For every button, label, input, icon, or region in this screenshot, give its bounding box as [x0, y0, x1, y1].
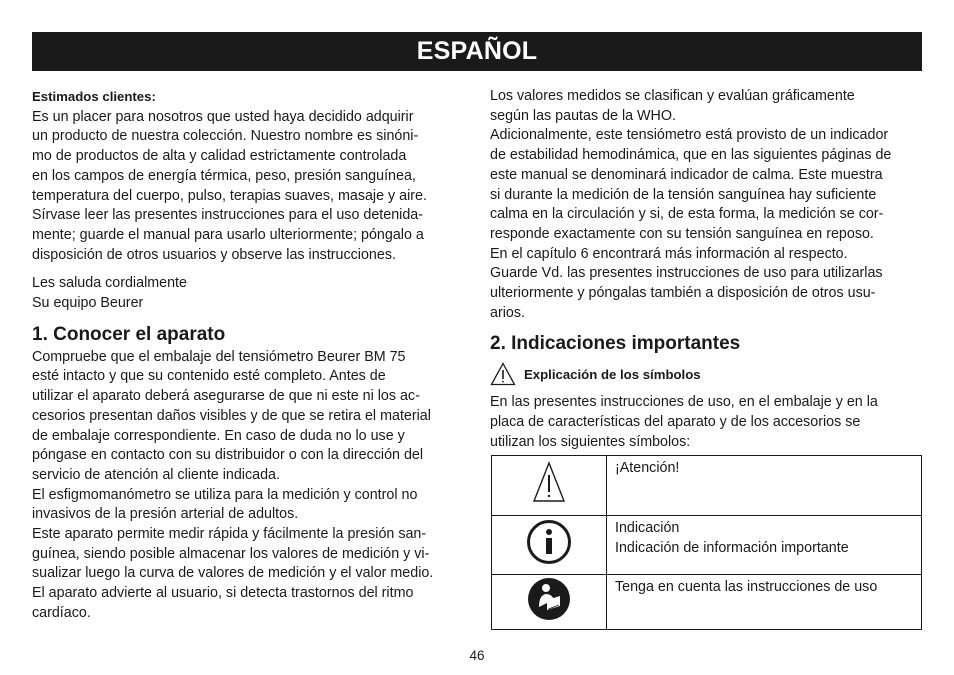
text-line: esté intacto y que su contenido esté completo. Antes de	[32, 368, 386, 385]
text-line: de embalaje correspondiente. En caso de duda no lo use y	[32, 427, 405, 444]
language-header	[32, 32, 922, 71]
read-instructions-icon	[527, 577, 571, 621]
symbols-subheading	[490, 362, 922, 386]
left-column	[32, 87, 462, 624]
text-line: disposición de otros usuarios y observe las instrucciones.	[32, 246, 396, 263]
text-line: En las presentes instrucciones de uso, en el embalaje y en la	[490, 394, 878, 411]
info-icon	[526, 519, 572, 565]
text-line: según las pautas de la WHO.	[490, 107, 676, 124]
text-line: placa de características del aparato y de los accesorios se	[490, 414, 861, 431]
page-number: 46	[469, 648, 485, 663]
text-line: calma en la circulación y si, de esta forma, la medición se cor-	[490, 206, 884, 223]
intro-paragraph	[32, 108, 462, 266]
text-line: de estabilidad hemodinámica, que en las siguientes páginas de	[490, 147, 892, 164]
symbols-intro	[490, 393, 922, 452]
table-row	[492, 575, 922, 630]
text-line: Sírvase leer las presentes instrucciones para el uso detenida-	[32, 207, 423, 224]
symbol-description: Tenga en cuenta las instrucciones de uso	[615, 579, 878, 595]
text-line: póngase en contacto con su distribuidor o con la dirección del	[32, 447, 424, 464]
warning-triangle-icon	[490, 362, 516, 386]
text-line: Adicionalmente, este tensiómetro está provisto de un indicador	[490, 127, 889, 144]
right-column	[490, 87, 922, 453]
text-line: Este aparato permite medir rápida y fácilmente la presión san-	[32, 526, 427, 543]
text-line: cesorios presentan daños visibles y de que se retira el material	[32, 407, 431, 424]
text-line: mo de productos de alta y calidad estrictamente controlada	[32, 148, 407, 165]
text-line: temperatura del cuerpo, pulso, terapias suaves, masaje y aire.	[32, 187, 427, 204]
text-line: El aparato advierte al usuario, si detecta trastornos del ritmo	[32, 585, 414, 602]
section-2-heading: 2. Indicaciones importantes	[490, 333, 741, 355]
text-line: cardíaco.	[32, 604, 91, 621]
text-line: mente; guarde el manual para usarlo ulteriormente; póngalo a	[32, 226, 424, 243]
section-1-body	[32, 348, 462, 624]
text-cell	[607, 456, 922, 516]
text-line: responde exactamente con su tensión sanguínea en reposo.	[490, 225, 874, 242]
table-row	[492, 516, 922, 575]
text-cell	[607, 516, 922, 575]
icon-cell	[492, 575, 607, 630]
symbols-table	[491, 455, 922, 630]
symbol-description: Indicación de información importante	[615, 539, 849, 556]
text-cell	[607, 575, 922, 630]
text-line: Los valores medidos se clasifican y evalúan gráficamente	[490, 88, 855, 104]
text-line: sualizar luego la curva de valores de medición y el valor medio.	[32, 565, 434, 582]
text-line: este manual se denominará indicador de calma. Este muestra	[490, 166, 883, 183]
icon-cell	[492, 516, 607, 575]
text-line: Guarde Vd. las presentes instrucciones de uso para utilizarlas	[490, 265, 883, 282]
symbol-description: Indicación	[615, 520, 680, 536]
warning-triangle-icon	[532, 461, 566, 503]
text-line: arios.	[490, 304, 525, 321]
text-line: Les saluda cordialmente	[32, 275, 187, 292]
text-line: En el capítulo 6 encontrará más información al respecto.	[490, 245, 848, 262]
text-line: si durante la medición de la tensión sanguínea hay suficiente	[490, 186, 877, 203]
section-1-heading: 1. Conocer el aparato	[32, 323, 226, 345]
language-title: ESPAÑOL	[416, 37, 538, 65]
symbols-subtitle: Explicación de los símbolos	[524, 366, 701, 382]
text-line: un producto de nuestra colección. Nuestro nombre es sinóni-	[32, 128, 419, 145]
text-line: invasivos de la presión arterial de adultos.	[32, 506, 299, 523]
symbol-description: ¡Atención!	[615, 460, 680, 476]
who-paragraph	[490, 87, 922, 323]
text-line: utilizan los siguientes símbolos:	[490, 433, 691, 450]
text-line: ulteriormente y póngalas también a disposición de otros usu-	[490, 285, 876, 302]
closing	[32, 274, 462, 313]
text-line: guínea, siendo posible almacenar los valores de medición y vi-	[32, 545, 430, 562]
text-line: servicio de atención al cliente indicada.	[32, 466, 280, 483]
text-line: El esfigmomanómetro se utiliza para la medición y control no	[32, 486, 418, 503]
text-line: Es un placer para nosotros que usted haya decidido adquirir	[32, 108, 414, 125]
table-row	[492, 456, 922, 516]
text-line: Su equipo Beurer	[32, 295, 144, 312]
text-line: en los campos de energía térmica, peso, presión sanguínea,	[32, 167, 416, 184]
greeting: Estimados clientes:	[32, 89, 156, 104]
icon-cell	[492, 456, 607, 516]
text-line: Compruebe que el embalaje del tensiómetro Beurer BM 75	[32, 348, 406, 365]
text-line: utilizar el aparato deberá asegurarse de que ni este ni los ac-	[32, 388, 420, 405]
